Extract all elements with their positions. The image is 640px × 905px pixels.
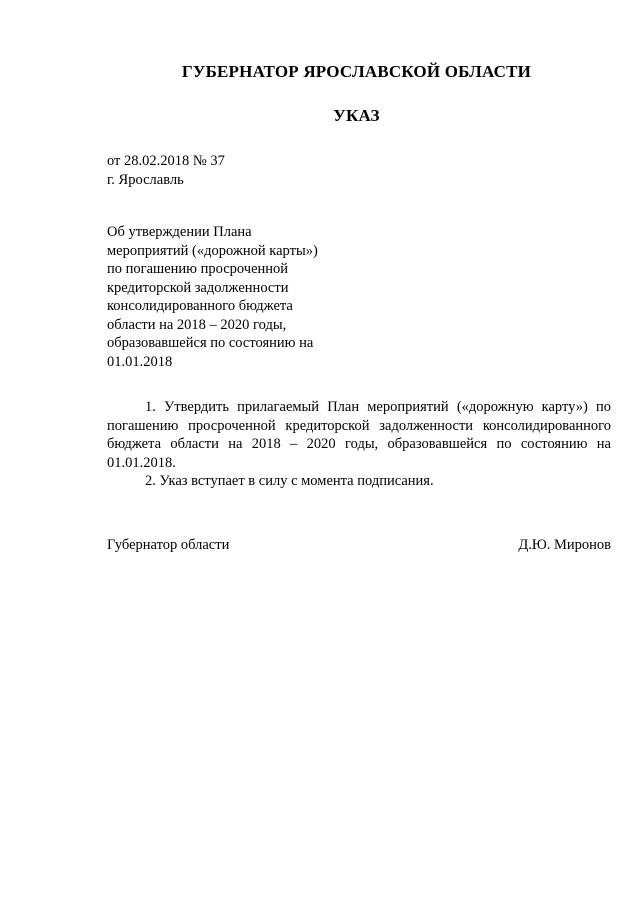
body-paragraph: 1. Утвердить прилагаемый План мероприятий («дорожную карту») по погашению просроченной кредиторской задолженности консолидированного бюджета области на 2018 – 2020 годы, образовавшейся по состоянию на 01.01.2018.: [107, 399, 611, 471]
document-subject: [107, 223, 318, 371]
subject-line: Об утверждении Плана: [107, 224, 252, 240]
document-city: г. Ярославль: [107, 172, 184, 188]
subject-line: по погашению просроченной: [107, 261, 289, 277]
document-date-number: от 28.02.2018 № 37: [107, 153, 225, 169]
signatory-position: Губернатор области: [107, 537, 230, 553]
body-paragraph: 2. Указ вступает в силу с момента подписания.: [145, 473, 434, 489]
document-body: [107, 398, 611, 491]
subject-line: образовавшейся по состоянию на: [107, 335, 314, 351]
subject-line: области на 2018 – 2020 годы,: [107, 316, 287, 333]
organization-heading: ГУБЕРНАТОР ЯРОСЛАВСКОЙ ОБЛАСТИ: [181, 62, 532, 81]
signatory-name: Д.Ю. Миронов: [518, 537, 611, 553]
document-type-heading: УКАЗ: [333, 106, 380, 125]
subject-line: мероприятий («дорожной карты»): [107, 242, 318, 259]
subject-line: кредиторской задолженности: [107, 279, 289, 296]
subject-line: консолидированного бюджета: [107, 298, 293, 314]
subject-line: 01.01.2018: [107, 353, 173, 370]
